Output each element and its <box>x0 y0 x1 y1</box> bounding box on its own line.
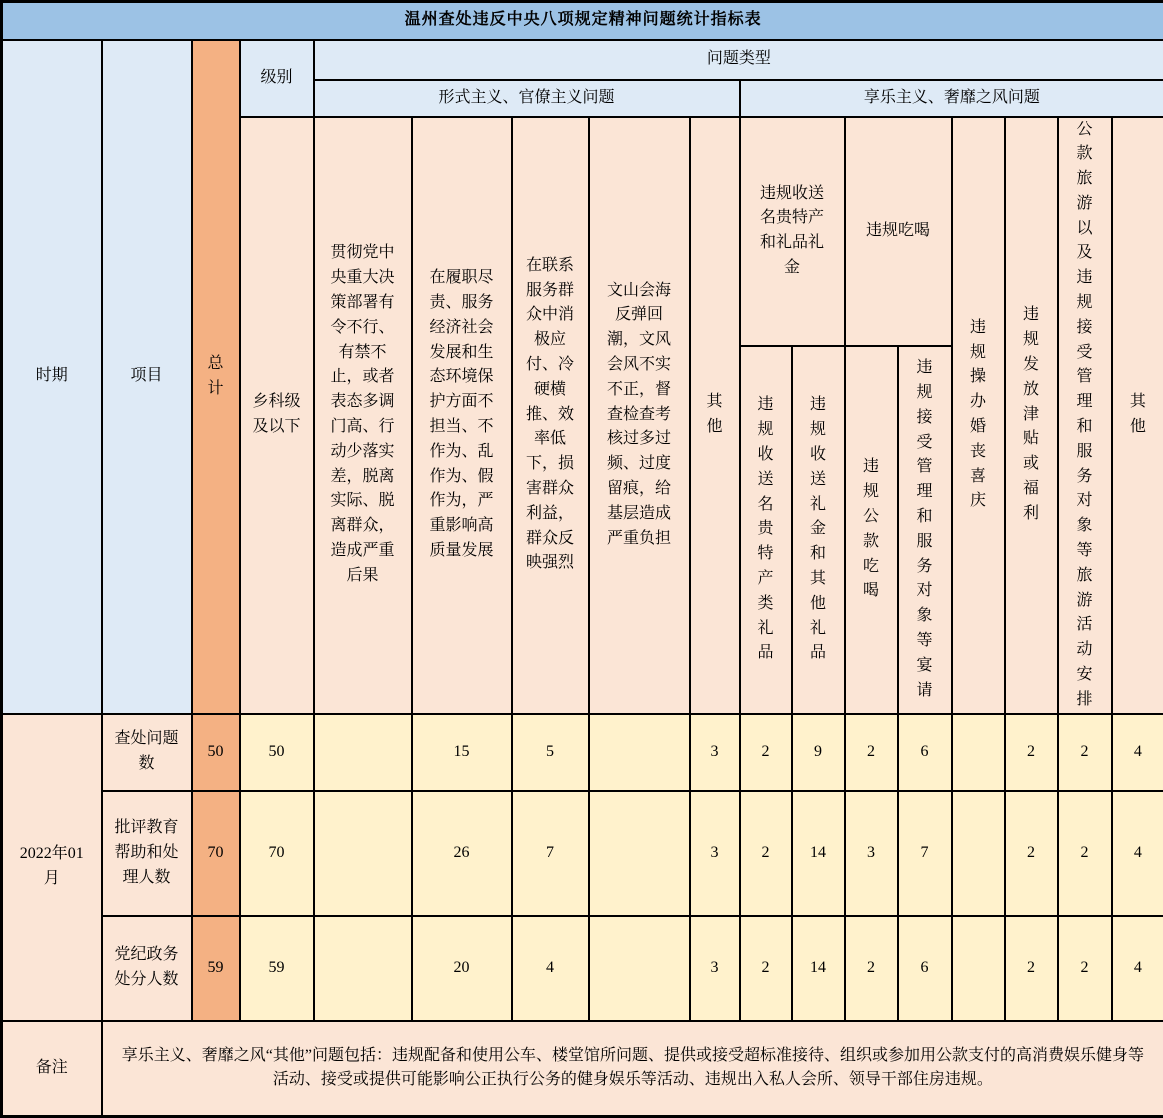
col-header-hedonism-other: 其他 <box>1112 117 1163 714</box>
header-level: 级别 <box>240 40 314 117</box>
header-period: 时期 <box>2 40 102 714</box>
cell-r3-allowance-welfare: 2 <box>1005 916 1058 1021</box>
cell-r2-gifts-money: 14 <box>792 791 845 916</box>
col-group-gifts: 违规收送名贵特产和礼品礼金 <box>740 117 845 347</box>
col-group-dining: 违规吃喝 <box>845 117 952 347</box>
cell-r1-level: 50 <box>240 714 314 791</box>
cell-r2-hedonism-other: 4 <box>1112 791 1163 916</box>
cell-r3-dining-public-funds: 2 <box>845 916 898 1021</box>
cell-r1-public-travel: 2 <box>1058 714 1112 791</box>
col-header-duty-performance: 在履职尽责、服务经济社会发展和生态环境保护方面不担当、不作为、乱作为、假作为，严重影响高质量发展 <box>412 117 512 714</box>
cell-r3-wedding-funeral <box>952 916 1005 1021</box>
table-title: 温州查处违反中央八项规定精神问题统计指标表 <box>2 2 1163 40</box>
cell-r3-hedonism-other: 4 <box>1112 916 1163 1021</box>
col-header-public-travel: 公款旅游以及违规接受管理和服务对象等旅游活动安排 <box>1058 117 1112 714</box>
col-header-meetings-documents: 文山会海反弹回潮，文风会风不实不正，督查检查考核过多过频、过度留痕，给基层造成严重负担 <box>589 117 690 714</box>
col-header-gifts-specialty: 违规收送名贵特产类礼品 <box>740 346 792 714</box>
cell-r2-dining-banquet: 7 <box>898 791 952 916</box>
cell-r3-level: 59 <box>240 916 314 1021</box>
cell-r2-wedding-funeral <box>952 791 1005 916</box>
col-header-dining-public-funds: 违规公款吃喝 <box>845 346 898 714</box>
cell-r3-duty-performance: 20 <box>412 916 512 1021</box>
cell-period: 2022年01月 <box>2 714 102 1021</box>
remarks-label: 备注 <box>2 1021 102 1117</box>
cell-r1-meetings-documents <box>589 714 690 791</box>
cell-r2-public-travel: 2 <box>1058 791 1112 916</box>
cell-total-r2: 70 <box>192 791 240 916</box>
header-level-value: 乡科级及以下 <box>240 117 314 714</box>
col-header-dining-banquet: 违规接受管理和服务对象等宴请 <box>898 346 952 714</box>
cell-total-r1: 50 <box>192 714 240 791</box>
cell-r2-gifts-specialty: 2 <box>740 791 792 916</box>
col-header-serve-masses: 在联系服务群众中消极应付、冷硬横推、效率低下，损害群众利益，群众反映强烈 <box>512 117 589 714</box>
cell-r2-meetings-documents <box>589 791 690 916</box>
cell-r3-gifts-specialty: 2 <box>740 916 792 1021</box>
row-label-problems-found: 查处问题数 <box>102 714 192 791</box>
cell-r3-dining-banquet: 6 <box>898 916 952 1021</box>
cell-r1-gifts-money: 9 <box>792 714 845 791</box>
cell-r3-public-travel: 2 <box>1058 916 1112 1021</box>
cell-r2-duty-performance: 26 <box>412 791 512 916</box>
cell-r3-implement-policy <box>314 916 412 1021</box>
header-formalism-group: 形式主义、官僚主义问题 <box>314 80 740 117</box>
cell-r2-formalism-other: 3 <box>690 791 740 916</box>
remarks-text: 享乐主义、奢靡之风“其他”问题包括：违规配备和使用公车、楼堂馆所问题、提供或接受超标准接待、组织或参加用公款支付的高消费娱乐健身等活动、接受或提供可能影响公正执行公务的健身娱乐等活动、违规出入私人会所、领导干部住房违规。 <box>102 1021 1163 1117</box>
header-total: 总计 <box>192 40 240 714</box>
cell-r3-serve-masses: 4 <box>512 916 589 1021</box>
col-header-implement-policy: 贯彻党中央重大决策部署有令不行、有禁不止，或者表态多调门高、行动少落实差，脱离实际、脱离群众，造成严重后果 <box>314 117 412 714</box>
cell-total-r3: 59 <box>192 916 240 1021</box>
cell-r1-allowance-welfare: 2 <box>1005 714 1058 791</box>
cell-r1-gifts-specialty: 2 <box>740 714 792 791</box>
cell-r1-formalism-other: 3 <box>690 714 740 791</box>
cell-r2-serve-masses: 7 <box>512 791 589 916</box>
col-header-gifts-money: 违规收送礼金和其他礼品 <box>792 346 845 714</box>
cell-r1-wedding-funeral <box>952 714 1005 791</box>
header-hedonism-group: 享乐主义、奢靡之风问题 <box>740 80 1163 117</box>
cell-r1-dining-public-funds: 2 <box>845 714 898 791</box>
cell-r3-gifts-money: 14 <box>792 916 845 1021</box>
cell-r3-meetings-documents <box>589 916 690 1021</box>
cell-r2-level: 70 <box>240 791 314 916</box>
header-project: 项目 <box>102 40 192 714</box>
cell-r1-implement-policy <box>314 714 412 791</box>
cell-r3-formalism-other: 3 <box>690 916 740 1021</box>
cell-r2-dining-public-funds: 3 <box>845 791 898 916</box>
header-problem-type: 问题类型 <box>314 40 1163 80</box>
row-label-criticism-education: 批评教育帮助和处理人数 <box>102 791 192 916</box>
cell-r1-duty-performance: 15 <box>412 714 512 791</box>
cell-r1-hedonism-other: 4 <box>1112 714 1163 791</box>
col-header-wedding-funeral: 违规操办婚丧喜庆 <box>952 117 1005 714</box>
row-label-party-discipline: 党纪政务处分人数 <box>102 916 192 1021</box>
col-header-formalism-other: 其他 <box>690 117 740 714</box>
cell-r2-implement-policy <box>314 791 412 916</box>
col-header-allowance-welfare: 违规发放津贴或福利 <box>1005 117 1058 714</box>
cell-r1-serve-masses: 5 <box>512 714 589 791</box>
cell-r2-allowance-welfare: 2 <box>1005 791 1058 916</box>
cell-r1-dining-banquet: 6 <box>898 714 952 791</box>
